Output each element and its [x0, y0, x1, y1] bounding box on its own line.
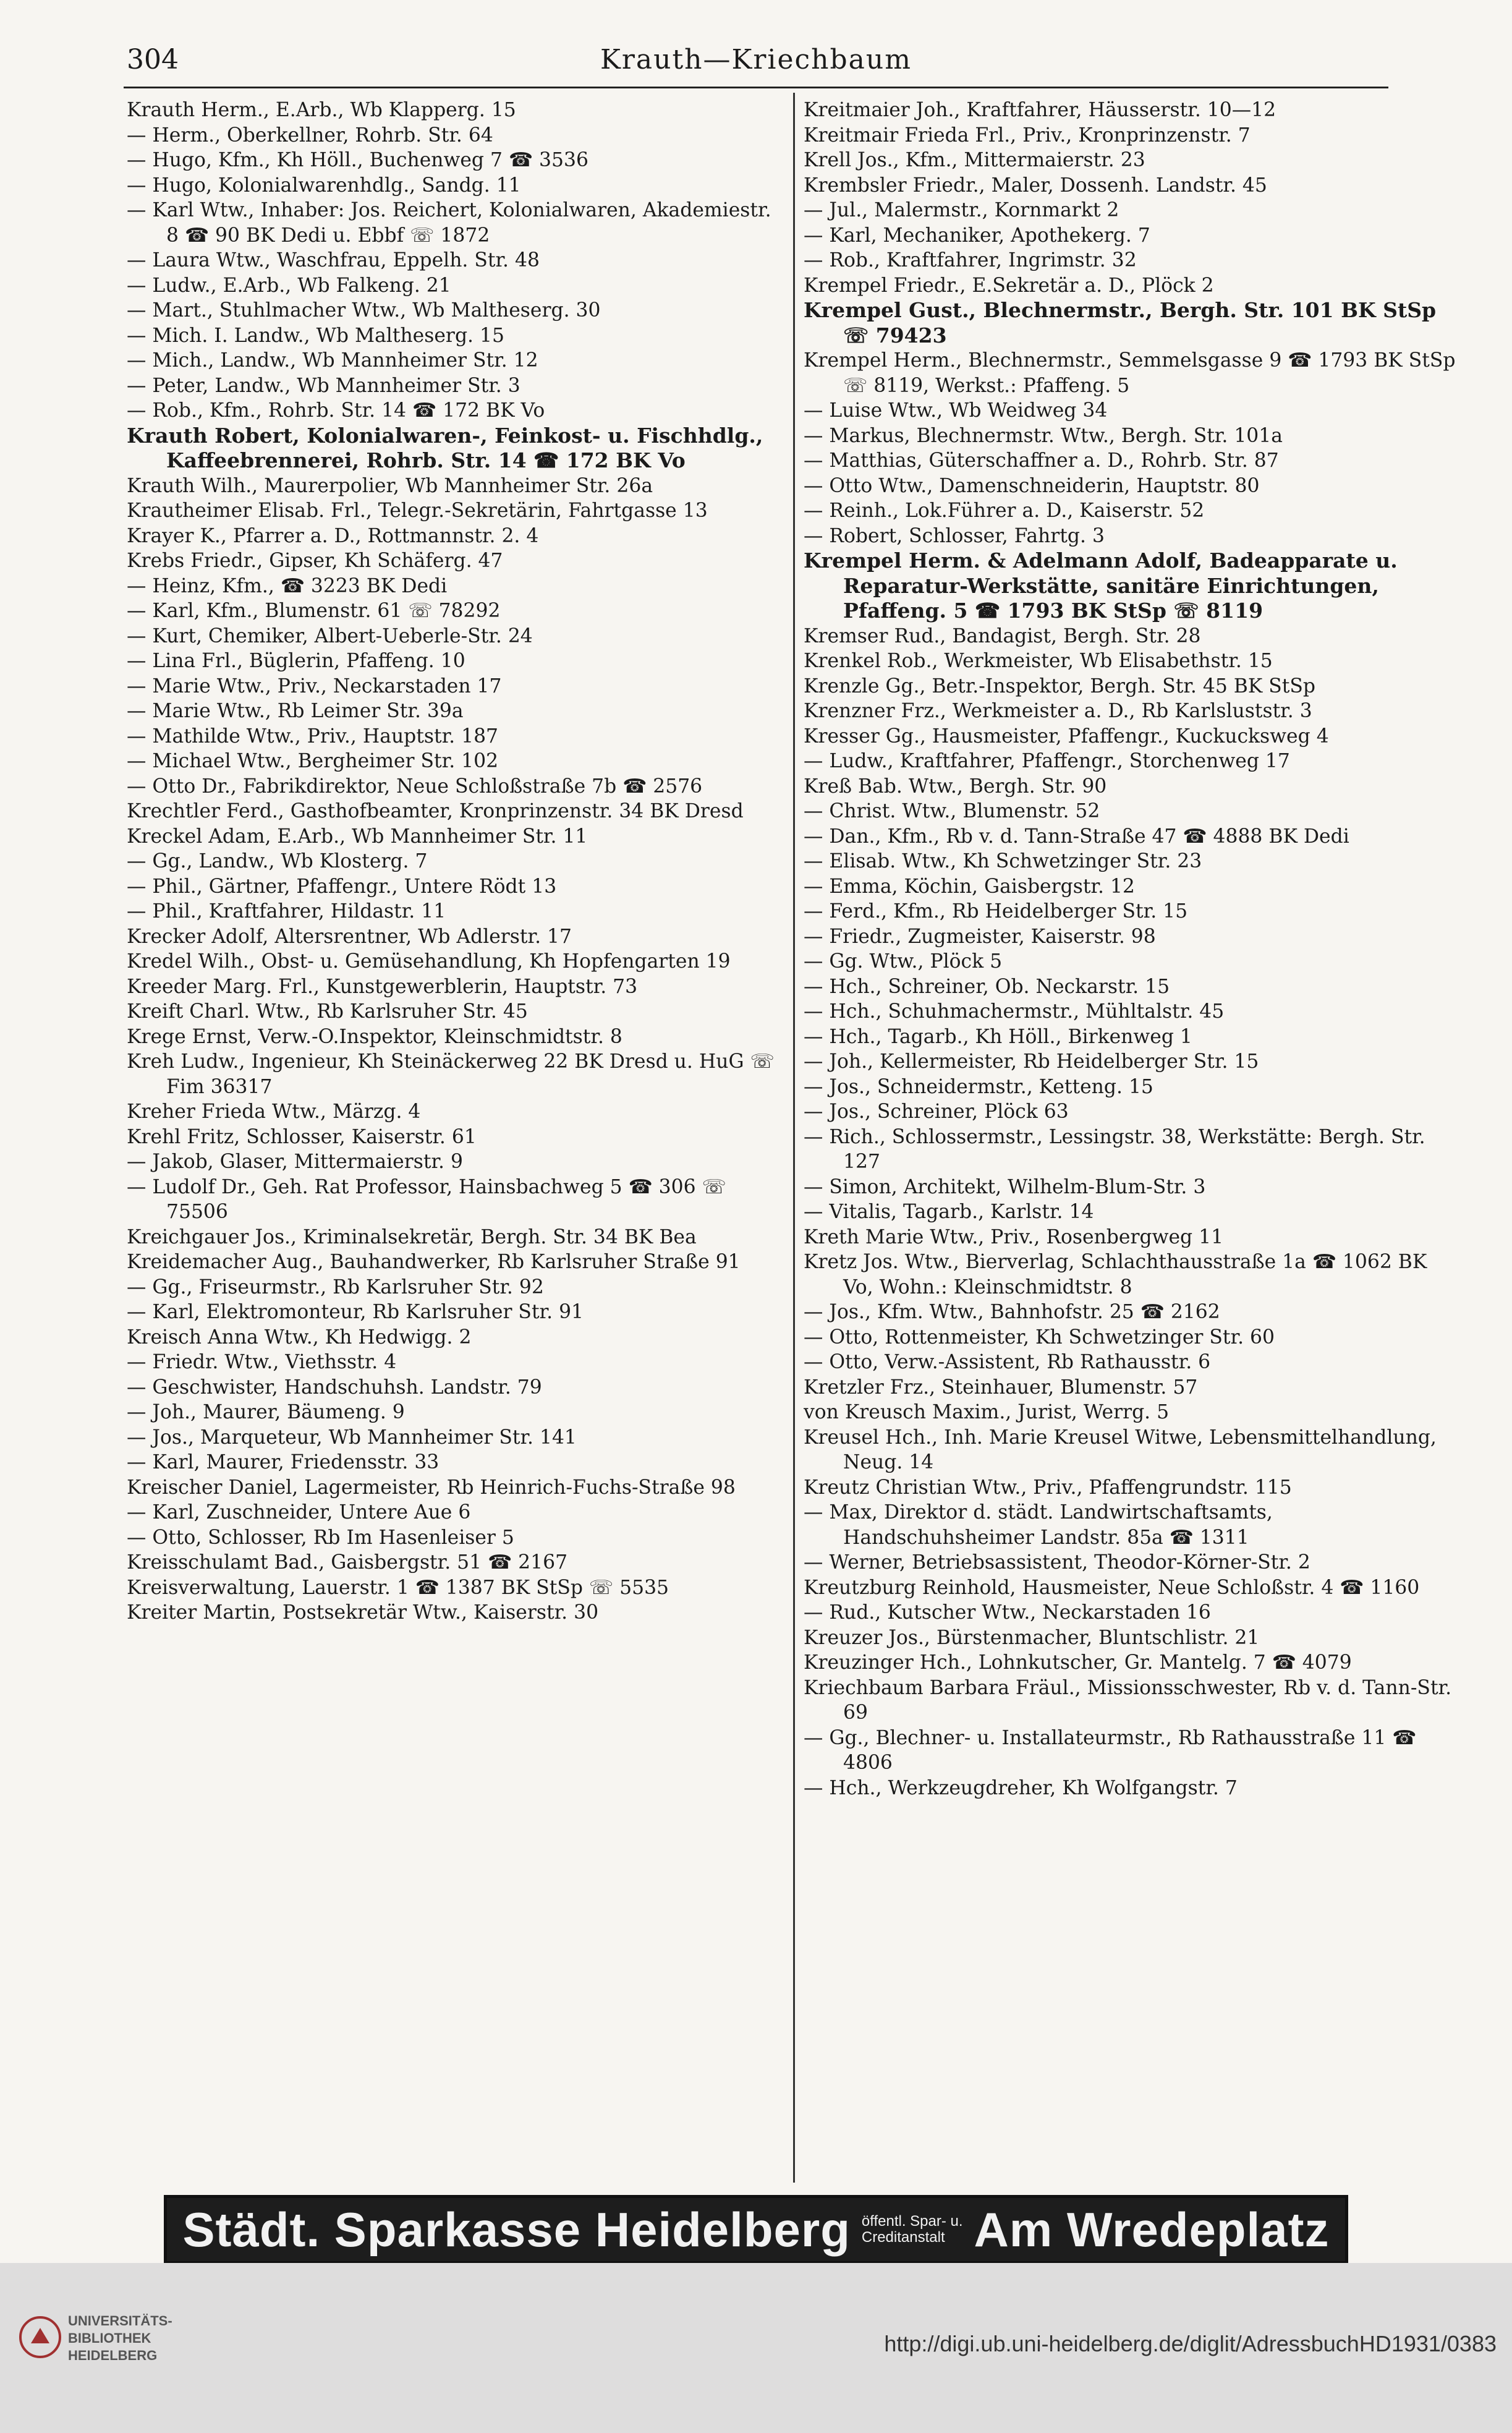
ad-small-text [862, 2214, 963, 2246]
directory-entry: Kriechbaum Barbara Fräul., Missionsschwester, Rb v. d. Tann-Str. 69 [804, 1676, 1452, 1724]
directory-entry: — Joh., Maurer, Bäumeng. 9 [127, 1401, 405, 1423]
directory-entry: Krempel Gust., Blechnermstr., Bergh. Str. 101 BK StSp ☏ 79423 [804, 298, 1437, 347]
directory-entry: — Kurt, Chemiker, Albert-Ueberle-Str. 24 [127, 624, 533, 647]
directory-entry: Kretzler Frz., Steinhauer, Blumenstr. 57 [804, 1376, 1198, 1399]
directory-entry: Krempel Friedr., E.Sekretär a. D., Plöck 2 [804, 274, 1214, 297]
page-number: 304 [127, 44, 179, 75]
ad-right-text: Am Wredeplatz [974, 2202, 1330, 2257]
directory-entry: — Marie Wtw., Priv., Neckarstaden 17 [127, 675, 502, 697]
directory-entry: — Herm., Oberkellner, Rohrb. Str. 64 [127, 124, 493, 147]
directory-entry: Krecker Adolf, Altersrentner, Wb Adlerstr. 17 [127, 925, 572, 948]
directory-entry: — Luise Wtw., Wb Weidweg 34 [804, 399, 1108, 422]
directory-entry: — Gg., Blechner- u. Installateurmstr., Rb Rathausstraße 11 ☎ 4806 [804, 1726, 1417, 1774]
directory-entry: Kremser Rud., Bandagist, Bergh. Str. 28 [804, 624, 1201, 647]
directory-entry: Kreckel Adam, E.Arb., Wb Mannheimer Str. 11 [127, 825, 588, 848]
header-rule [124, 87, 1388, 88]
directory-entry: Kreidemacher Aug., Bauhandwerker, Rb Karlsruher Straße 91 [127, 1251, 741, 1273]
directory-entry: — Hugo, Kfm., Kh Höll., Buchenweg 7 ☎ 3536 [127, 149, 588, 171]
directory-entry: — Vitalis, Tagarb., Karlstr. 14 [804, 1201, 1094, 1223]
ad-left-text: Städt. Sparkasse Heidelberg [182, 2202, 851, 2257]
directory-entry: — Jul., Malermstr., Kornmarkt 2 [804, 199, 1119, 221]
directory-entry: Krempel Herm., Blechnermstr., Semmelsgasse 9 ☎ 1793 BK StSp ☏ 8119, Werkst.: Pfaffeng. 5 [804, 349, 1456, 397]
directory-entry: Kreth Marie Wtw., Priv., Rosenbergweg 11 [804, 1225, 1224, 1248]
directory-entry: — Hch., Schreiner, Ob. Neckarstr. 15 [804, 975, 1170, 998]
directory-entry: Kreh Ludw., Ingenieur, Kh Steinäckerweg 22 BK Dresd u. HuG ☏ Fim 36317 [127, 1050, 775, 1098]
directory-entry: — Mart., Stuhlmacher Wtw., Wb Maltheserg. 30 [127, 299, 601, 322]
directory-entry: — Jos., Marqueteur, Wb Mannheimer Str. 141 [127, 1426, 577, 1449]
viewer-footer [0, 2263, 1512, 2433]
directory-entry: Kreusel Hch., Inh. Marie Kreusel Witwe, Lebensmittelhandlung, Neug. 14 [804, 1426, 1437, 1473]
directory-entry: Kreitmaier Joh., Kraftfahrer, Häusserstr. 10—12 [804, 99, 1276, 121]
directory-entry: — Otto, Schlosser, Rb Im Hasenleiser 5 [127, 1526, 514, 1549]
directory-entry: — Otto Wtw., Damenschneiderin, Hauptstr. 80 [804, 474, 1260, 497]
directory-entry: — Werner, Betriebsassistent, Theodor-Körner-Str. 2 [804, 1551, 1310, 1574]
directory-entry: — Rud., Kutscher Wtw., Neckarstaden 16 [804, 1601, 1211, 1624]
directory-entry: Kreher Frieda Wtw., Märzg. 4 [127, 1101, 421, 1123]
directory-entry: — Marie Wtw., Rb Leimer Str. 39a [127, 700, 464, 722]
directory-entry: — Phil., Kraftfahrer, Hildastr. 11 [127, 900, 446, 922]
column-separator [793, 93, 795, 2183]
directory-entry: — Phil., Gärtner, Pfaffengr., Untere Rödt 13 [127, 875, 557, 898]
running-title: Krauth—Kriechbaum [600, 44, 912, 75]
directory-entry: — Markus, Blechnermstr. Wtw., Bergh. Str. 101a [804, 424, 1283, 447]
directory-entry: — Rich., Schlossermstr., Lessingstr. 38, Werkstätte: Bergh. Str. 127 [804, 1125, 1425, 1173]
directory-entry: — Ludolf Dr., Geh. Rat Professor, Hainsbachweg 5 ☎ 306 ☏ 75506 [127, 1175, 726, 1223]
directory-entry: — Rob., Kfm., Rohrb. Str. 14 ☎ 172 BK Vo [127, 399, 545, 422]
directory-entry: Kreutz Christian Wtw., Priv., Pfaffengrundstr. 115 [804, 1476, 1292, 1499]
directory-entry: — Otto Dr., Fabrikdirektor, Neue Schloßstraße 7b ☎ 2576 [127, 775, 703, 798]
directory-entry: Kreitmair Frieda Frl., Priv., Kronprinzenstr. 7 [804, 124, 1251, 147]
directory-entry: Kreisschulamt Bad., Gaisbergstr. 51 ☎ 2167 [127, 1551, 568, 1574]
directory-entry: — Karl, Kfm., Blumenstr. 61 ☏ 78292 [127, 600, 501, 622]
sparkasse-advertisement [164, 2195, 1348, 2264]
directory-entry: Krehl Fritz, Schlosser, Kaiserstr. 61 [127, 1125, 477, 1148]
directory-entry: — Laura Wtw., Waschfrau, Eppelh. Str. 48 [127, 249, 540, 271]
right-column [804, 98, 1459, 2175]
directory-entry: — Hch., Schuhmachermstr., Mühltalstr. 45 [804, 1000, 1225, 1023]
directory-entry: — Karl, Zuschneider, Untere Aue 6 [127, 1501, 471, 1523]
university-library-logo-icon [19, 2316, 62, 2359]
directory-entry: Kreß Bab. Wtw., Bergh. Str. 90 [804, 775, 1107, 798]
directory-entry: — Reinh., Lok.Führer a. D., Kaiserstr. 52 [804, 500, 1205, 522]
directory-entry: — Elisab. Wtw., Kh Schwetzinger Str. 23 [804, 850, 1202, 872]
directory-entry: — Mich. I. Landw., Wb Maltheserg. 15 [127, 324, 504, 347]
directory-entry: — Karl, Mechaniker, Apothekerg. 7 [804, 224, 1150, 247]
directory-entry: — Karl, Elektromonteur, Rb Karlsruher Str. 91 [127, 1301, 584, 1323]
directory-entry: Krauth Wilh., Maurerpolier, Wb Mannheimer Str. 26a [127, 474, 653, 497]
directory-entry: Kredel Wilh., Obst- u. Gemüsehandlung, Kh Hopfengarten 19 [127, 950, 731, 973]
directory-entry: — Michael Wtw., Bergheimer Str. 102 [127, 750, 499, 772]
directory-entry: Kreuzer Jos., Bürstenmacher, Bluntschlistr. 21 [804, 1626, 1260, 1649]
directory-entry: Kresser Gg., Hausmeister, Pfaffengr., Kuckucksweg 4 [804, 725, 1329, 748]
directory-entry: — Mich., Landw., Wb Mannheimer Str. 12 [127, 349, 538, 372]
directory-entry: — Christ. Wtw., Blumenstr. 52 [804, 800, 1100, 822]
directory-entry: Kreischer Daniel, Lagermeister, Rb Heinrich-Fuchs-Straße 98 [127, 1476, 736, 1499]
directory-entry: — Jos., Kfm. Wtw., Bahnhofstr. 25 ☎ 2162 [804, 1301, 1220, 1323]
directory-entry: — Max, Direktor d. städt. Landwirtschaftsamts, Handschuhsheimer Landstr. 85a ☎ 1311 [804, 1501, 1273, 1549]
directory-entry: Krayer K., Pfarrer a. D., Rottmannstr. 2. 4 [127, 524, 539, 547]
directory-entry: — Geschwister, Handschuhsh. Landstr. 79 [127, 1376, 542, 1399]
directory-entry: Krautheimer Elisab. Frl., Telegr.-Sekretärin, Fahrtgasse 13 [127, 500, 708, 522]
directory-entry: — Otto, Verw.-Assistent, Rb Rathausstr. 6 [804, 1351, 1211, 1373]
directory-entry: — Robert, Schlosser, Fahrtg. 3 [804, 524, 1105, 547]
directory-entry: — Ludw., Kraftfahrer, Pfaffengr., Storchenweg 17 [804, 750, 1290, 772]
directory-entry: — Hch., Werkzeugdreher, Kh Wolfgangstr. 7 [804, 1776, 1238, 1799]
institution-line-2: BIBLIOTHEK [68, 2330, 151, 2346]
directory-entry: Krauth Herm., E.Arb., Wb Klapperg. 15 [127, 99, 516, 121]
directory-entry: Kreisch Anna Wtw., Kh Hedwigg. 2 [127, 1326, 472, 1349]
directory-entry: — Friedr., Zugmeister, Kaiserstr. 98 [804, 925, 1156, 948]
directory-entry: Kreichgauer Jos., Kriminalsekretär, Bergh. Str. 34 BK Bea [127, 1225, 697, 1248]
directory-entry: — Simon, Architekt, Wilhelm-Blum-Str. 3 [804, 1175, 1206, 1198]
directory-entry: Krechtler Ferd., Gasthofbeamter, Kronprinzenstr. 34 BK Dresd [127, 800, 744, 822]
directory-entry: Kreiter Martin, Postsekretär Wtw., Kaiserstr. 30 [127, 1601, 599, 1624]
directory-entry: — Dan., Kfm., Rb v. d. Tann-Straße 47 ☎ 4888 BK Dedi [804, 825, 1349, 848]
directory-entry: — Karl, Maurer, Friedensstr. 33 [127, 1451, 440, 1473]
directory-entry: — Rob., Kraftfahrer, Ingrimstr. 32 [804, 249, 1137, 271]
directory-entry: — Peter, Landw., Wb Mannheimer Str. 3 [127, 374, 520, 397]
ad-small-line-1: öffentl. Spar- u. [861, 2213, 963, 2230]
directory-entry: — Joh., Kellermeister, Rb Heidelberger Str. 15 [804, 1050, 1259, 1073]
directory-entry: von Kreusch Maxim., Jurist, Werrg. 5 [804, 1401, 1170, 1423]
directory-entry: Krebs Friedr., Gipser, Kh Schäferg. 47 [127, 550, 503, 572]
directory-entry: — Hch., Tagarb., Kh Höll., Birkenweg 1 [804, 1025, 1192, 1048]
directory-entry: — Hugo, Kolonialwarenhdlg., Sandg. 11 [127, 174, 521, 197]
left-column [127, 98, 782, 2175]
directory-entry: — Mathilde Wtw., Priv., Hauptstr. 187 [127, 725, 499, 748]
directory-entry: — Jakob, Glaser, Mittermaierstr. 9 [127, 1151, 463, 1173]
directory-entry: — Emma, Köchin, Gaisbergstr. 12 [804, 875, 1135, 898]
ad-small-line-2: Creditanstalt [861, 2229, 945, 2246]
directory-entry: Krege Ernst, Verw.-O.Inspektor, Kleinschmidtstr. 8 [127, 1025, 622, 1048]
source-url-link[interactable]: http://digi.ub.uni-heidelberg.de/diglit/AdressbuchHD1931/0383 [884, 2331, 1497, 2356]
directory-entry: Kretz Jos. Wtw., Bierverlag, Schlachthausstraße 1a ☎ 1062 BK Vo, Wohn.: Kleinschmidtstr. 8 [804, 1251, 1427, 1298]
institution-line-3: HEIDELBERG [68, 2348, 158, 2363]
directory-entry: Krempel Herm. & Adelmann Adolf, Badeapparate u. Reparatur-Werkstätte, sanitäre Einrichtungen, Pfaffeng. 5 ☎ 1793 BK StSp ☏ 8119 [804, 548, 1398, 623]
directory-entry: — Otto, Rottenmeister, Kh Schwetzinger Str. 60 [804, 1326, 1275, 1349]
directory-entry: — Jos., Schneidermstr., Ketteng. 15 [804, 1075, 1153, 1098]
institution-name [68, 2312, 172, 2364]
directory-entry: Kreisverwaltung, Lauerstr. 1 ☎ 1387 BK StSp ☏ 5535 [127, 1576, 669, 1599]
directory-entry: — Friedr. Wtw., Viethsstr. 4 [127, 1351, 397, 1373]
directory-entry: Kreeder Marg. Frl., Kunstgewerblerin, Hauptstr. 73 [127, 975, 638, 998]
directory-entry: — Ludw., E.Arb., Wb Falkeng. 21 [127, 274, 451, 297]
directory-entry: — Gg., Landw., Wb Klosterg. 7 [127, 850, 428, 872]
directory-entry: Krenkel Rob., Werkmeister, Wb Elisabethstr. 15 [804, 650, 1273, 672]
directory-entry: — Karl Wtw., Inhaber: Jos. Reichert, Kolonialwaren, Akademiestr. 8 ☎ 90 BK Dedi u. Ebbf ☏ 1872 [127, 199, 771, 247]
institution-line-1: UNIVERSITÄTS- [68, 2313, 172, 2329]
running-head [127, 38, 1385, 82]
directory-entry: Krenzle Gg., Betr.-Inspektor, Bergh. Str. 45 BK StSp [804, 675, 1316, 697]
directory-entry: Kreutzburg Reinhold, Hausmeister, Neue Schloßstr. 4 ☎ 1160 [804, 1576, 1420, 1599]
directory-entry: Krenzner Frz., Werkmeister a. D., Rb Karlsluststr. 3 [804, 700, 1312, 722]
directory-entry: Krembsler Friedr., Maler, Dossenh. Landstr. 45 [804, 174, 1267, 197]
directory-entry: — Heinz, Kfm., ☎ 3223 BK Dedi [127, 574, 448, 597]
directory-entry: — Matthias, Güterschaffner a. D., Rohrb. Str. 87 [804, 450, 1279, 472]
directory-entry: — Gg., Friseurmstr., Rb Karlsruher Str. 92 [127, 1276, 544, 1298]
directory-entry: Kreuzinger Hch., Lohnkutscher, Gr. Mantelg. 7 ☎ 4079 [804, 1651, 1352, 1674]
directory-entry: — Gg. Wtw., Plöck 5 [804, 950, 1003, 973]
directory-entry: — Ferd., Kfm., Rb Heidelberger Str. 15 [804, 900, 1188, 922]
directory-entry: — Lina Frl., Büglerin, Pfaffeng. 10 [127, 650, 465, 672]
directory-entry: Kreift Charl. Wtw., Rb Karlsruher Str. 45 [127, 1000, 528, 1023]
directory-entry: Krauth Robert, Kolonialwaren-, Feinkost- u. Fischhdlg., Kaffeebrennerei, Rohrb. Str. 14 ☎ 172 BK Vo [127, 423, 763, 472]
directory-entry: — Jos., Schreiner, Plöck 63 [804, 1101, 1069, 1123]
directory-entry: Krell Jos., Kfm., Mittermaierstr. 23 [804, 149, 1145, 171]
